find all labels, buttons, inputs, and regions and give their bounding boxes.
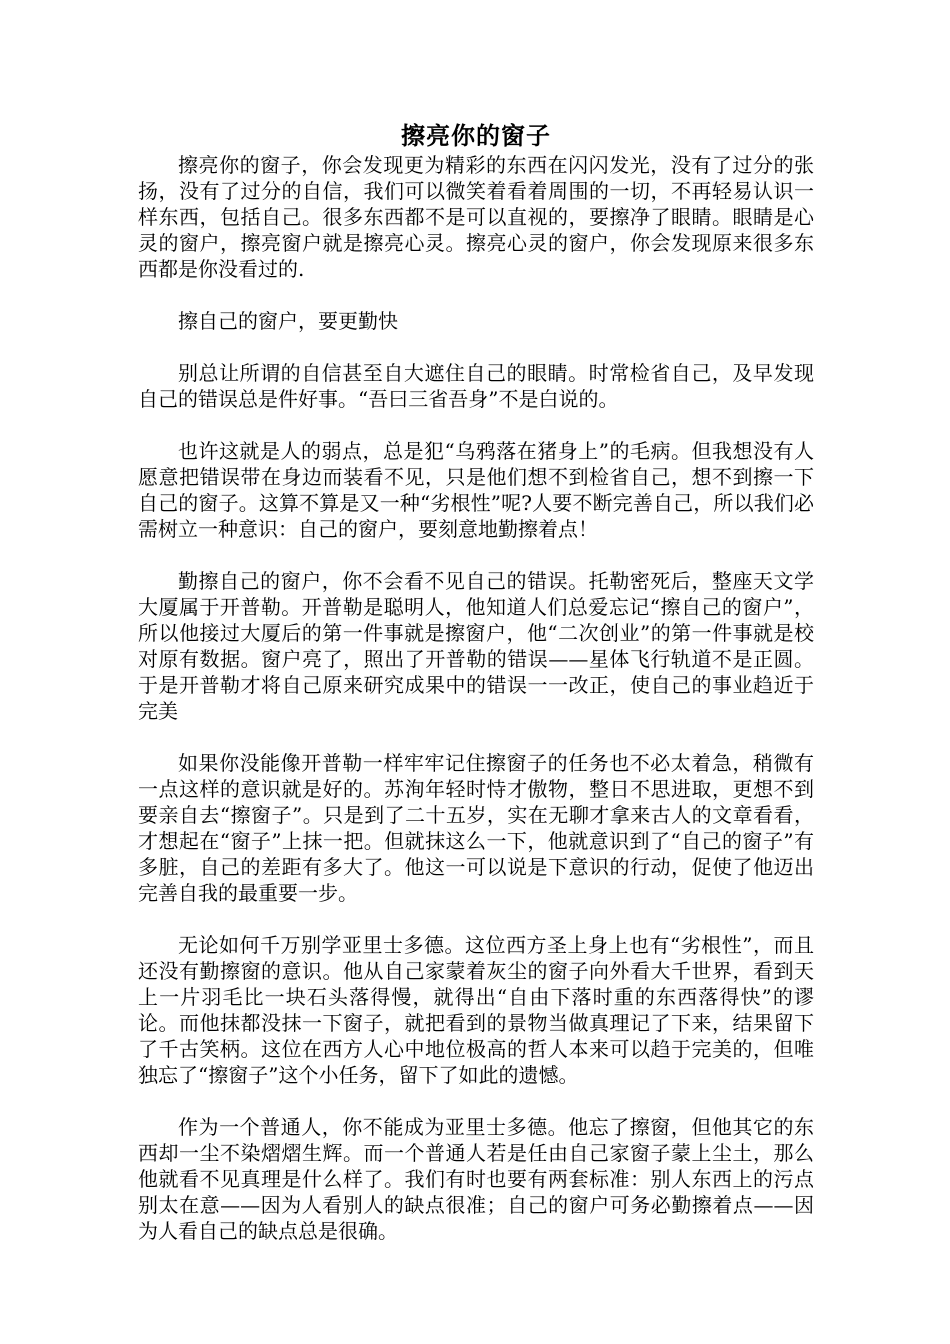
paragraph-intro: 擦亮你的窗子，你会发现更为精彩的东西在闪闪发光，没有了过分的张扬，没有了过分的自信，我们可以微笑着看着周围的一切，不再轻易认识一样东西，包括自己。很多东西都不是可以直视的，要擦净了眼睛。眼睛是心灵的窗户，擦亮窗户就是擦亮心灵。擦亮心灵的窗户，你会发现原来很多东西都是你没看过的.: [138, 153, 814, 281]
paragraph: 勤擦自己的窗户，你不会看不见自己的错误。托勒密死后，整座天文学大厦属于开普勒。开普勒是聪明人，他知道人们总爱忘记“擦自己的窗户”，所以他接过大厦后的第一件事就是擦窗户，他“二次创业”的第一件事就是校对原有数据。窗户亮了，照出了开普勒的错误——星体飞行轨道不是正圆。于是开普勒才将自己原来研究成果中的错误一一改正，使自己的事业趋近于完美: [138, 569, 814, 723]
document-title: 擦亮你的窗子: [401, 122, 551, 150]
paragraph: 作为一个普通人，你不能成为亚里士多德。他忘了擦窗，但他其它的东西却一尘不染熠熠生辉。而一个普通人若是任由自己家窗子蒙上尘土，那么他就看不见真理是什么样了。我们有时也要有两套标准：别人东西上的污点别太在意——因为人看别人的缺点很准；自己的窗户可务必勤擦着点——因为人看自己的缺点总是很确。: [138, 1115, 814, 1243]
paragraph: 别总让所谓的自信甚至自大遮住自己的眼睛。时常检省自己，及早发现自己的错误总是件好事。“吾曰三省吾身”不是白说的。: [138, 361, 814, 411]
paragraph: 也许这就是人的弱点，总是犯“乌鸦落在猪身上”的毛病。但我想没有人愿意把错误带在身边而装看不见，只是他们想不到检省自己，想不到擦一下自己的窗子。这算不算是又一种“劣根性”呢?人要不断完善自己，所以我们必需树立一种意识：自己的窗户，要刻意地勤擦着点！: [138, 439, 814, 541]
paragraph: 无论如何千万别学亚里士多德。这位西方圣上身上也有“劣根性”，而且还没有勤擦窗的意识。他从自己家蒙着灰尘的窗子向外看大千世界，看到天上一片羽毛比一块石头落得慢，就得出“自由下落时重的东西落得快”的谬论。而他抹都没抹一下窗子，就把看到的景物当做真理记了下来，结果留下了千古笑柄。这位在西方人心中地位极高的哲人本来可以趋于完美的，但唯独忘了“擦窗子”这个小任务，留下了如此的遗憾。: [138, 933, 814, 1087]
section-heading: 擦自己的窗户，要更勤快: [178, 309, 398, 333]
paragraph: 如果你没能像开普勒一样牢牢记住擦窗子的任务也不必太着急，稍微有一点这样的意识就是好的。苏洵年轻时恃才傲物，整日不思进取，更想不到要亲自去“擦窗子”。只是到了二十五岁，实在无聊才拿来古人的文章看看，才想起在“窗子”上抹一把。但就抹这么一下，他就意识到了“自己的窗子”有多脏，自己的差距有多大了。他这一可以说是下意识的行动，促使了他迈出完善自我的最重要一步。: [138, 751, 814, 905]
document-page: [138, 120, 814, 1244]
